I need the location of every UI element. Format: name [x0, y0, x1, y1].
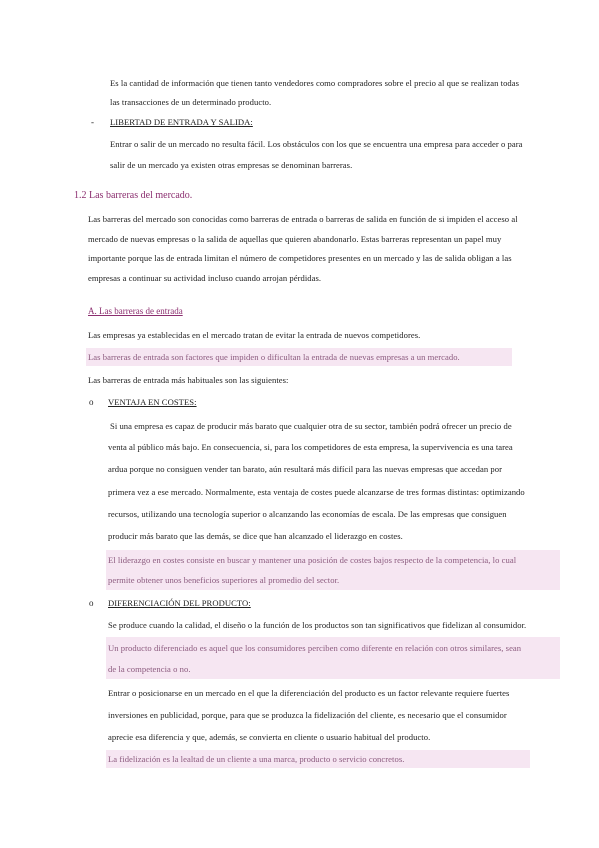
libertad-line-2: salir de un mercado ya existen otras empresas se denominan barreras.: [110, 160, 353, 170]
entrada-heading: A. Las barreras de entrada: [88, 306, 183, 316]
liderazgo-def-2: permite obtener unos beneficios superiores al promedio del sector.: [108, 575, 340, 585]
bullet-marker: o: [89, 598, 94, 608]
ventaja-line-2: venta al público más bajo. En consecuencia, si, para los competidores de esta empresa, la supervivencia es una tarea: [108, 442, 513, 452]
libertad-title: LIBERTAD DE ENTRADA Y SALIDA:: [110, 117, 253, 127]
section-p4: empresas a continuar su actividad incluso cuando arrojan pérdidas.: [88, 273, 322, 283]
bullet-marker: o: [89, 397, 94, 407]
diferenciacion-title: DIFERENCIACIÓN DEL PRODUCTO:: [108, 598, 251, 608]
producto-diferenciado-def-1: Un producto diferenciado es aquel que los consumidores perciben como diferente en relación con otros similares, sean: [108, 643, 522, 653]
entrada-definition: Las barreras de entrada son factores que impiden o dificultan la entrada de nuevas empresas a un mercado.: [88, 352, 460, 362]
ventaja-title: VENTAJA EN COSTES:: [108, 397, 197, 407]
libertad-line-1: Entrar o salir de un mercado no resulta fácil. Los obstáculos con los que se encuentra una empresa para acceder o para: [110, 139, 523, 149]
entrada-p1: Las empresas ya establecidas en el mercado tratan de evitar la entrada de nuevos competidores.: [88, 330, 421, 340]
intro-line-2: las transacciones de un determinado producto.: [110, 97, 272, 107]
entrada-p2: Las barreras de entrada más habituales son las siguientes:: [88, 375, 289, 385]
section-p3: importante porque las de entrada limitan el número de competidores presentes en un mercado y las de salida obligan a las: [88, 253, 512, 263]
ventaja-line-3: ardua porque no consiguen vender tan barato, aún resultará más difícil para las nuevas empresas que accedan por: [108, 464, 503, 474]
diferenciacion-line-3: inversiones en publicidad, porque, para que se produzca la fidelización del cliente, es necesario que el consumidor: [108, 710, 507, 720]
section-heading: 1.2 Las barreras del mercado.: [74, 190, 193, 201]
ventaja-line-5: recursos, utilizando una tecnología superior o alcanzando las economías de escala. De las empresas que consiguen: [108, 509, 507, 519]
intro-line-1: Es la cantidad de información que tienen tanto vendedores como compradores sobre el precio al que se realizan todas: [110, 78, 520, 88]
fidelizacion-definition: La fidelización es la lealtad de un cliente a una marca, producto o servicio concretos.: [108, 754, 405, 764]
diferenciacion-line-2: Entrar o posicionarse en un mercado en el que la diferenciación del producto es un factor relevante requiere fuertes: [108, 688, 510, 698]
ventaja-line-4: primera vez a ese mercado. Normalmente, esta ventaja de costes puede alcanzarse de tres formas distintas: optimizando: [108, 487, 525, 497]
diferenciacion-line-4: aprecie esa diferencia y que, además, se convierta en cliente o usuario habitual del producto.: [108, 732, 431, 742]
section-p1: Las barreras del mercado son conocidas como barreras de entrada o barreras de salida en función de si impiden el acceso al: [88, 214, 518, 224]
diferenciacion-line-1: Se produce cuando la calidad, el diseño o la función de los productos son tan significativos que fidelizan al consumidor.: [108, 620, 527, 630]
ventaja-line-6: producir más barato que las demás, se dice que han alcanzado el liderazgo en costes.: [108, 531, 403, 541]
ventaja-line-1: Si una empresa es capaz de producir más barato que cualquier otra de su sector, también podrá ofrecer un precio de: [110, 421, 512, 431]
producto-diferenciado-def-2: de la competencia o no.: [108, 664, 191, 674]
dash-marker: -: [91, 117, 94, 127]
liderazgo-def-1: El liderazgo en costes consiste en buscar y mantener una posición de costes bajos respecto de la competencia, lo cual: [108, 555, 517, 565]
section-p2: mercado de nuevas empresas o la salida de aquellas que quieren abandonarlo. Estas barreras representan un papel muy: [88, 234, 502, 244]
